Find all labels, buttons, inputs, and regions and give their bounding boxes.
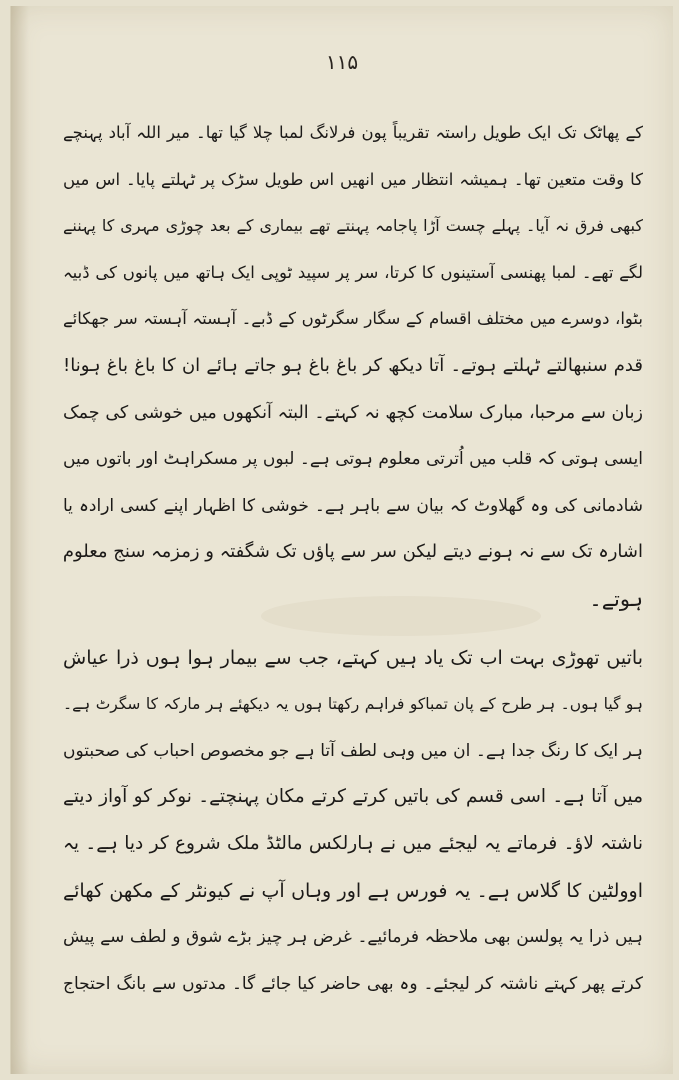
text-line: شادمانی کی وہ گھلاوٹ کہ بیان سے باہر ہے۔ خوشی کا اظہار اپنے کسی ارادہ یا	[63, 495, 643, 516]
body-text	[63, 110, 643, 1007]
text-line: لگے تھے۔ لمبا پھنسی آستینوں کا کرتا، سر پر سپید ٹوپی ایک ہاتھ میں پانوں کی ڈبیہ	[63, 262, 643, 282]
text-line: ہوتے۔	[589, 586, 643, 611]
paragraph-2	[63, 635, 643, 1008]
text-line: کرتے پھر کہتے ناشتہ کر لیجئے۔ وہ بھی حاضر کیا جائے گا۔ مدتوں سے بانگ احتجاج	[63, 973, 643, 994]
page-number: ۱۱۵	[325, 50, 359, 74]
text-line: اشارہ تک سے نہ ہونے دیتے لیکن سر سے پاؤں تک شگفتہ و زمزمہ سنج معلوم	[63, 541, 643, 563]
text-line: باتیں تھوڑی بہت اب تک یاد ہیں کہتے، جب سے بیمار ہوا ہوں ذرا عیاش	[63, 646, 643, 669]
text-line: ایسی ہوتی کہ قلب میں اُترتی معلوم ہوتی ہے۔ لبوں پر مسکراہٹ اور باتوں میں	[63, 449, 643, 470]
text-line: کبھی فرق نہ آیا۔ پہلے چست آڑا پاجامہ پہنتے تھے بیماری کے بعد چوڑی مہری کا پہننے	[63, 216, 643, 236]
paragraph-gap	[63, 623, 643, 635]
text-line: اوولٹین کا گلاس ہے۔ یہ فورس ہے اور وہاں آپ نے کیونٹر کے مکھن کھائے	[63, 879, 643, 902]
text-line: بٹوا، دوسرے میں مختلف اقسام کے سگار سگرٹوں کے ڈبے۔ آہستہ آہستہ سر جھکائے	[63, 309, 643, 329]
text-line: ہو گیا ہوں۔ ہر طرح کے پان تمباکو فراہم رکھتا ہوں یہ دیکھئے ہر مارکہ کا سگرٹ ہے۔	[63, 695, 643, 714]
text-line: کے پھاٹک تک ایک طویل راستہ تقریباً پون فرلانگ لمبا چلا گیا تھا۔ میر اللہ آباد پہنچے	[63, 123, 643, 142]
book-page	[10, 6, 673, 1074]
text-line: ہر ایک کا رنگ جدا ہے۔ ان میں وہی لطف آتا ہے جو مخصوص احباب کی صحبتوں	[63, 740, 643, 761]
paragraph-1	[63, 110, 643, 623]
text-line: میں آتا ہے۔ اسی قسم کی باتیں کرتے کرتے مکان پہنچتے۔ نوکر کو آواز دیتے	[63, 786, 643, 808]
text-line: ناشتہ لاؤ۔ فرماتے یہ لیجئے میں نے ہارلکس مالٹڈ ملک شروع کر دیا ہے۔ یہ	[63, 832, 643, 854]
text-line: قدم سنبھالتے ٹہلتے ہوتے۔ آتا دیکھ کر باغ باغ ہو جاتے ہائے ان کا باغ باغ ہونا!	[63, 354, 643, 376]
text-line: ہیں ذرا یہ پولسن بھی ملاحظہ فرمائیے۔ غرض ہر چیز بڑے شوق و لطف سے پیش	[63, 927, 643, 948]
page-gutter-shadow	[11, 6, 29, 1074]
text-line: کا وقت متعین تھا۔ ہمیشہ انتظار میں انھیں اس طویل سڑک پر ٹہلتے پایا۔ اس میں	[63, 169, 643, 189]
text-line: زبان سے مرحبا، مبارک سلامت کچھ نہ کہتے۔ البتہ آنکھوں میں خوشی کی چمک	[63, 402, 643, 423]
